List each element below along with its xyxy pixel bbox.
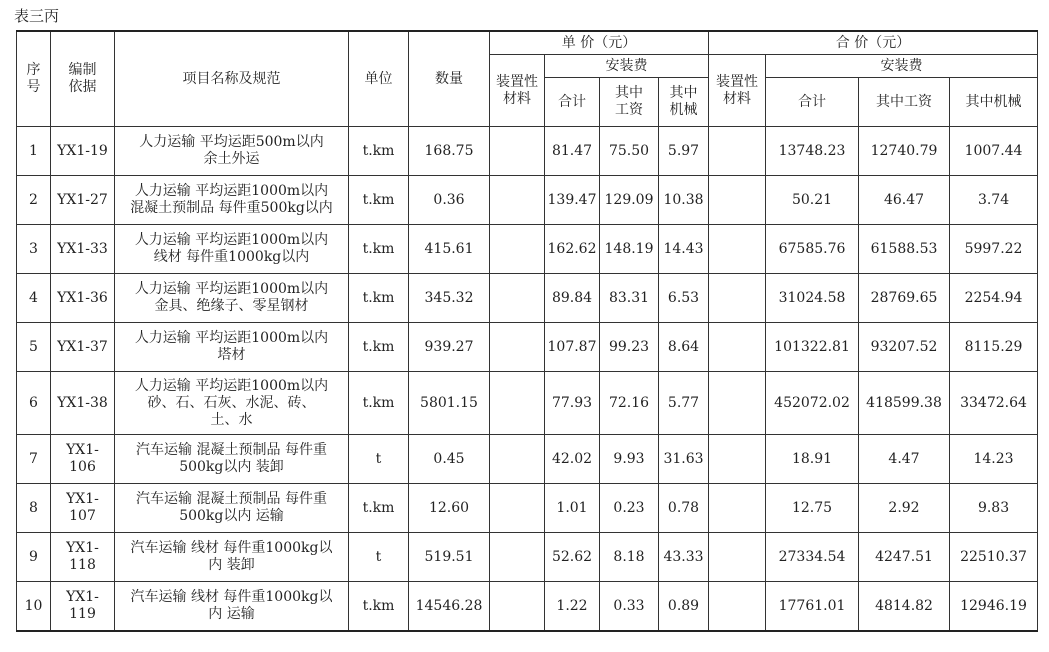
header-basis: 编制 依据 bbox=[51, 31, 115, 127]
header-tp-machine: 其中机械 bbox=[950, 78, 1038, 127]
row-tp-material bbox=[709, 225, 766, 274]
row-up-sum: 52.62 bbox=[545, 533, 600, 582]
table-row bbox=[17, 274, 1038, 323]
row-up-machine: 14.43 bbox=[659, 225, 709, 274]
row-up-labor: 9.93 bbox=[600, 435, 659, 484]
row-up-material bbox=[490, 225, 545, 274]
row-unit: t.km bbox=[349, 127, 409, 176]
row-up-sum: 89.84 bbox=[545, 274, 600, 323]
row-up-material bbox=[490, 484, 545, 533]
row-tp-sum: 18.91 bbox=[766, 435, 859, 484]
row-up-material bbox=[490, 435, 545, 484]
row-no: 7 bbox=[17, 435, 51, 484]
row-item-name: 人力运输 平均运距500m以内 余土外运 bbox=[115, 127, 349, 176]
header-up-install-fee: 安装费 bbox=[545, 55, 709, 78]
table-row bbox=[17, 533, 1038, 582]
row-up-material bbox=[490, 582, 545, 632]
row-up-material bbox=[490, 372, 545, 435]
row-up-material bbox=[490, 323, 545, 372]
row-basis: YX1-37 bbox=[51, 323, 115, 372]
row-tp-material bbox=[709, 127, 766, 176]
row-basis: YX1-38 bbox=[51, 372, 115, 435]
row-tp-sum: 27334.54 bbox=[766, 533, 859, 582]
table-row bbox=[17, 323, 1038, 372]
row-up-labor: 72.16 bbox=[600, 372, 659, 435]
row-up-labor: 0.33 bbox=[600, 582, 659, 632]
row-tp-labor: 61588.53 bbox=[859, 225, 950, 274]
row-up-material bbox=[490, 533, 545, 582]
row-no: 1 bbox=[17, 127, 51, 176]
row-up-machine: 5.77 bbox=[659, 372, 709, 435]
row-up-sum: 1.01 bbox=[545, 484, 600, 533]
row-item-name: 人力运输 平均运距1000m以内 金具、绝缘子、零星钢材 bbox=[115, 274, 349, 323]
row-qty: 0.36 bbox=[409, 176, 490, 225]
row-basis: YX1-19 bbox=[51, 127, 115, 176]
row-tp-labor: 93207.52 bbox=[859, 323, 950, 372]
table-row bbox=[17, 435, 1038, 484]
row-unit: t.km bbox=[349, 176, 409, 225]
row-up-labor: 75.50 bbox=[600, 127, 659, 176]
header-up-sum: 合计 bbox=[545, 78, 600, 127]
row-tp-labor: 4.47 bbox=[859, 435, 950, 484]
row-up-machine: 10.38 bbox=[659, 176, 709, 225]
header-unit: 单位 bbox=[349, 31, 409, 127]
row-no: 10 bbox=[17, 582, 51, 632]
row-basis: YX1-27 bbox=[51, 176, 115, 225]
row-unit: t.km bbox=[349, 323, 409, 372]
header-up-machine: 其中 机械 bbox=[659, 78, 709, 127]
row-basis: YX1-107 bbox=[51, 484, 115, 533]
table-caption: 表三丙 bbox=[14, 7, 60, 25]
header-up-labor: 其中 工资 bbox=[600, 78, 659, 127]
row-item-name: 人力运输 平均运距1000m以内 线材 每件重1000kg以内 bbox=[115, 225, 349, 274]
row-qty: 345.32 bbox=[409, 274, 490, 323]
row-tp-material bbox=[709, 323, 766, 372]
row-up-sum: 107.87 bbox=[545, 323, 600, 372]
row-qty: 0.45 bbox=[409, 435, 490, 484]
row-qty: 12.60 bbox=[409, 484, 490, 533]
row-no: 8 bbox=[17, 484, 51, 533]
row-unit: t.km bbox=[349, 274, 409, 323]
row-unit: t.km bbox=[349, 372, 409, 435]
row-basis: YX1-106 bbox=[51, 435, 115, 484]
row-tp-machine: 9.83 bbox=[950, 484, 1038, 533]
row-tp-material bbox=[709, 176, 766, 225]
row-up-material bbox=[490, 176, 545, 225]
row-no: 6 bbox=[17, 372, 51, 435]
row-tp-machine: 8115.29 bbox=[950, 323, 1038, 372]
row-tp-labor: 28769.65 bbox=[859, 274, 950, 323]
row-item-name: 汽车运输 线材 每件重1000kg以 内 运输 bbox=[115, 582, 349, 632]
table-row bbox=[17, 225, 1038, 274]
row-up-labor: 0.23 bbox=[600, 484, 659, 533]
row-up-machine: 6.53 bbox=[659, 274, 709, 323]
row-tp-machine: 3.74 bbox=[950, 176, 1038, 225]
row-tp-machine: 22510.37 bbox=[950, 533, 1038, 582]
row-tp-labor: 418599.38 bbox=[859, 372, 950, 435]
row-tp-material bbox=[709, 533, 766, 582]
row-tp-labor: 12740.79 bbox=[859, 127, 950, 176]
table-row bbox=[17, 127, 1038, 176]
row-qty: 168.75 bbox=[409, 127, 490, 176]
row-up-labor: 99.23 bbox=[600, 323, 659, 372]
row-basis: YX1-36 bbox=[51, 274, 115, 323]
header-tp-material: 装置性 材料 bbox=[709, 55, 766, 127]
row-up-sum: 139.47 bbox=[545, 176, 600, 225]
row-no: 4 bbox=[17, 274, 51, 323]
table-body bbox=[17, 127, 1038, 632]
row-up-sum: 42.02 bbox=[545, 435, 600, 484]
table-row bbox=[17, 582, 1038, 632]
row-item-name: 人力运输 平均运距1000m以内 塔材 bbox=[115, 323, 349, 372]
row-tp-machine: 2254.94 bbox=[950, 274, 1038, 323]
header-unit-price: 单 价（元） bbox=[490, 31, 709, 55]
row-up-labor: 148.19 bbox=[600, 225, 659, 274]
row-up-machine: 5.97 bbox=[659, 127, 709, 176]
row-tp-material bbox=[709, 435, 766, 484]
header-qty: 数量 bbox=[409, 31, 490, 127]
row-tp-sum: 31024.58 bbox=[766, 274, 859, 323]
header-seq: 序 号 bbox=[17, 31, 51, 127]
row-item-name: 汽车运输 混凝土预制品 每件重 500kg以内 装卸 bbox=[115, 435, 349, 484]
row-up-sum: 1.22 bbox=[545, 582, 600, 632]
row-tp-labor: 4247.51 bbox=[859, 533, 950, 582]
row-up-labor: 8.18 bbox=[600, 533, 659, 582]
header-tp-sum: 合计 bbox=[766, 78, 859, 127]
row-qty: 939.27 bbox=[409, 323, 490, 372]
cost-table bbox=[16, 30, 1038, 632]
row-tp-material bbox=[709, 274, 766, 323]
row-tp-material bbox=[709, 372, 766, 435]
table-row bbox=[17, 176, 1038, 225]
row-tp-labor: 4814.82 bbox=[859, 582, 950, 632]
row-qty: 415.61 bbox=[409, 225, 490, 274]
table-row bbox=[17, 484, 1038, 533]
row-unit: t.km bbox=[349, 225, 409, 274]
row-up-machine: 43.33 bbox=[659, 533, 709, 582]
row-basis: YX1-118 bbox=[51, 533, 115, 582]
row-tp-sum: 12.75 bbox=[766, 484, 859, 533]
row-tp-machine: 1007.44 bbox=[950, 127, 1038, 176]
row-tp-material bbox=[709, 484, 766, 533]
row-tp-machine: 12946.19 bbox=[950, 582, 1038, 632]
row-tp-material bbox=[709, 582, 766, 632]
row-item-name: 汽车运输 混凝土预制品 每件重 500kg以内 运输 bbox=[115, 484, 349, 533]
header-total-price: 合 价（元） bbox=[709, 31, 1038, 55]
row-tp-sum: 13748.23 bbox=[766, 127, 859, 176]
row-unit: t bbox=[349, 533, 409, 582]
row-tp-sum: 50.21 bbox=[766, 176, 859, 225]
header-item: 项目名称及规范 bbox=[115, 31, 349, 127]
row-tp-labor: 2.92 bbox=[859, 484, 950, 533]
row-tp-machine: 33472.64 bbox=[950, 372, 1038, 435]
row-up-machine: 0.89 bbox=[659, 582, 709, 632]
row-up-machine: 8.64 bbox=[659, 323, 709, 372]
header-tp-install-fee: 安装费 bbox=[766, 55, 1038, 78]
row-item-name: 人力运输 平均运距1000m以内 砂、石、石灰、水泥、砖、 土、水 bbox=[115, 372, 349, 435]
row-no: 2 bbox=[17, 176, 51, 225]
row-tp-labor: 46.47 bbox=[859, 176, 950, 225]
header-tp-labor: 其中工资 bbox=[859, 78, 950, 127]
row-up-sum: 77.93 bbox=[545, 372, 600, 435]
row-basis: YX1-33 bbox=[51, 225, 115, 274]
row-basis: YX1-119 bbox=[51, 582, 115, 632]
row-up-material bbox=[490, 127, 545, 176]
row-up-labor: 83.31 bbox=[600, 274, 659, 323]
row-up-machine: 31.63 bbox=[659, 435, 709, 484]
header-up-material: 装置性 材料 bbox=[490, 55, 545, 127]
row-unit: t.km bbox=[349, 484, 409, 533]
table-row bbox=[17, 372, 1038, 435]
row-up-material bbox=[490, 274, 545, 323]
row-no: 9 bbox=[17, 533, 51, 582]
row-tp-machine: 5997.22 bbox=[950, 225, 1038, 274]
row-up-sum: 162.62 bbox=[545, 225, 600, 274]
row-up-machine: 0.78 bbox=[659, 484, 709, 533]
row-qty: 519.51 bbox=[409, 533, 490, 582]
row-qty: 5801.15 bbox=[409, 372, 490, 435]
row-tp-sum: 101322.81 bbox=[766, 323, 859, 372]
row-up-sum: 81.47 bbox=[545, 127, 600, 176]
row-tp-machine: 14.23 bbox=[950, 435, 1038, 484]
row-qty: 14546.28 bbox=[409, 582, 490, 632]
row-unit: t bbox=[349, 435, 409, 484]
row-no: 5 bbox=[17, 323, 51, 372]
row-unit: t.km bbox=[349, 582, 409, 632]
row-item-name: 汽车运输 线材 每件重1000kg以 内 装卸 bbox=[115, 533, 349, 582]
row-no: 3 bbox=[17, 225, 51, 274]
row-up-labor: 129.09 bbox=[600, 176, 659, 225]
row-tp-sum: 452072.02 bbox=[766, 372, 859, 435]
row-tp-sum: 67585.76 bbox=[766, 225, 859, 274]
row-tp-sum: 17761.01 bbox=[766, 582, 859, 632]
row-item-name: 人力运输 平均运距1000m以内 混凝土预制品 每件重500kg以内 bbox=[115, 176, 349, 225]
